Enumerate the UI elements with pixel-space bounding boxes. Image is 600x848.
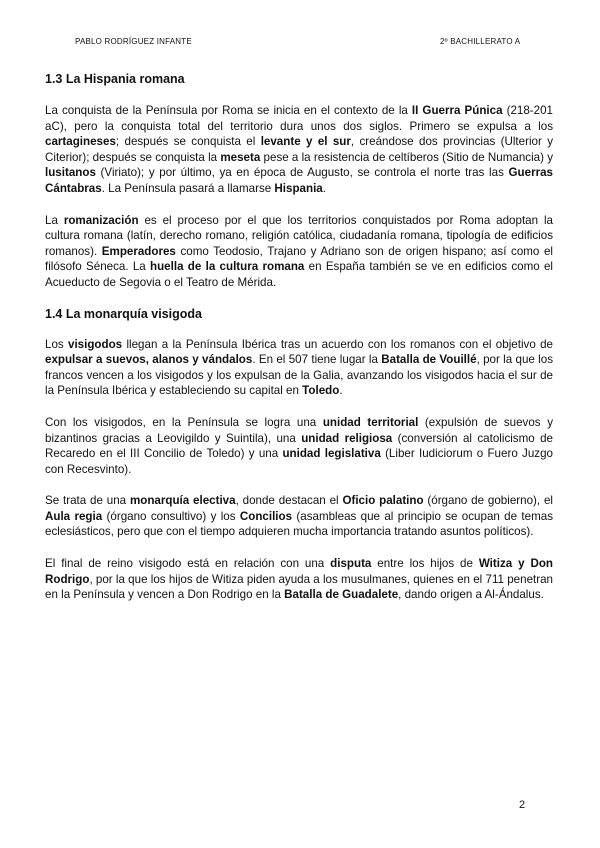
text-run: (Viriato); y por último, ya en época de Augusto, se controla el norte tras las [95, 166, 509, 180]
bold-term: Toledo [302, 384, 340, 398]
text-run: Se trata de una [45, 494, 130, 508]
paragraph [45, 556, 553, 603]
text-run: es el proceso por el que los territorios conquistados por Roma adoptan la cultura romana (latín, derecho romano, religión católica, ciudadanía romana, tipología de edificios romanos). [45, 213, 553, 258]
text-run: . [322, 181, 326, 195]
text-run: (órgano consultivo) y los [102, 509, 240, 523]
bold-term: cartagineses [45, 135, 116, 149]
text-run: . En el 507 tiene lugar la [252, 353, 382, 367]
bold-term: visigodos [68, 337, 123, 351]
bold-term: levante y el sur [260, 135, 351, 149]
text-run: ; después se conquista el [115, 135, 261, 149]
header-course: 2º BACHILLERATO A [440, 37, 521, 46]
text-run: llegan a la Península Ibérica tras un acuerdo con los romanos con el objetivo de [122, 337, 553, 351]
bold-term: Concilios [239, 509, 293, 523]
text-run: . La Península pasará a llamarse [101, 181, 275, 195]
text-run: Con los visigodos, en la Península se logra una [45, 415, 323, 429]
bold-term: lusitanos [45, 166, 96, 180]
bold-term: monarquía electiva [129, 494, 236, 508]
text-run: , donde destacan el [235, 494, 343, 508]
bold-term: huella de la cultura romana [150, 260, 305, 274]
bold-term: unidad legislativa [282, 447, 381, 461]
text-run: (218-201 aC), pero la conquista total del territorio dura unos dos siglos. Primero se expulsa a los [45, 104, 554, 133]
text-run: (conversión al catolicismo de Recaredo en el III Concilio de Toledo) y una [45, 431, 553, 461]
text-run: (asambleas que al principio se ocupan de temas eclesiásticos, pero que con el tiempo adquieren mucha importancia tratando asuntos políticos). [45, 509, 553, 539]
text-run: (órgano de gobierno), el [423, 494, 553, 508]
text-run: Los [45, 337, 69, 351]
page-number: 2 [519, 799, 526, 811]
bold-term: unidad territorial [322, 415, 419, 429]
text-run: La conquista de la Península por Roma se inicia en el contexto de la [45, 104, 412, 117]
header-author: PABLO RODRÍGUEZ INFANTE [75, 37, 192, 46]
text-run: . [339, 384, 343, 398]
text-run: (Liber Iudiciorum o Fuero Juzgo con Recesvinto). [45, 447, 553, 476]
text-run: , por la que los francos vencen a los visigodos y los expulsan de la Galia, avanzando los visigodos hacia el sur de la Península Ibérica y estableciendo su capital en [45, 353, 553, 398]
bold-term: expulsar a suevos, alanos y vándalos [45, 353, 253, 367]
bold-term: Oficio palatino [342, 494, 424, 508]
bold-term: unidad religiosa [301, 431, 393, 445]
text-run: entre los hijos de [371, 557, 479, 571]
bold-term: Batalla de Vouillé [381, 353, 477, 367]
bold-term: Emperadores [101, 244, 176, 258]
paragraph [45, 103, 553, 197]
paragraph [45, 213, 553, 291]
text-run: en España también se ve en edificios como el Acueducto de Segovia o el Teatro de Mérida. [45, 260, 553, 289]
bold-term: Guerras Cántabras [45, 166, 553, 195]
paragraph [45, 337, 553, 399]
document-body [45, 60, 553, 603]
text-run: , por la que los hijos de Witiza piden ayuda a los musulmanes, quienes en el 711 penetran en la Península y vencen a Don Rodrigo en la [45, 572, 553, 602]
text-run: como Teodosio, Trajano y Adriano son de origen hispano; así como el filósofo Séneca. La [45, 244, 553, 274]
text-run: , creándose dos provincias (Ulterior y Citerior); después se conquista la [45, 135, 553, 164]
bold-term: Hispania [274, 181, 323, 195]
section-heading: 1.4 La monarquía visigoda [45, 306, 202, 321]
text-run: (expulsión de suevos y bizantinos gracias a Leovigildo y Suintila), una [45, 415, 553, 445]
bold-term: disputa [330, 557, 372, 571]
paragraph [45, 415, 553, 477]
bold-term: Batalla de Guadalete [284, 588, 399, 602]
bold-term: romanización [63, 213, 139, 227]
text-run: , dando origen a Al-Ándalus. [398, 588, 544, 602]
text-run: pese a la resistencia de celtíberos (Sitio de Numancia) y [260, 150, 553, 164]
text-run: El final de reino visigodo está en relación con una [45, 557, 331, 571]
paragraph [45, 493, 553, 540]
bold-term: II Guerra Púnica [411, 104, 503, 117]
text-run: La [45, 213, 64, 227]
bold-term: Witiza y Don Rodrigo [45, 557, 553, 586]
bold-term: Aula regia [45, 509, 103, 523]
bold-term: meseta [220, 150, 261, 164]
section-heading: 1.3 La Hispania romana [45, 72, 185, 86]
